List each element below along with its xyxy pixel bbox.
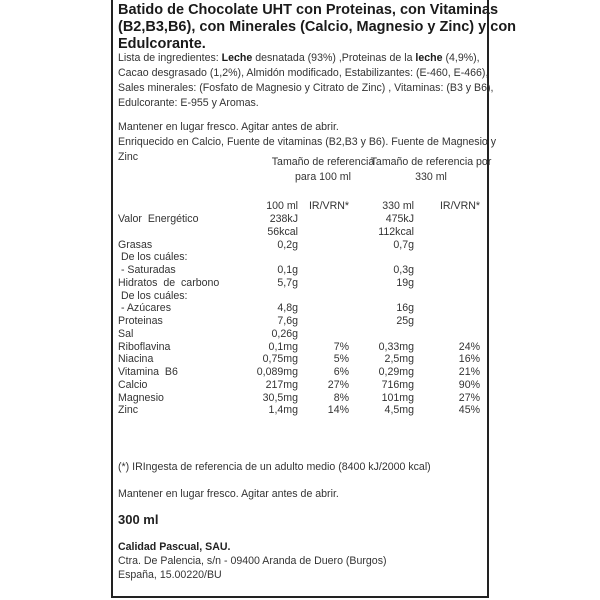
value-100ml: 0,1mg bbox=[268, 340, 298, 353]
value-330ml: 2,5mg bbox=[384, 353, 414, 366]
value-330ml: 0,7g bbox=[393, 238, 414, 251]
table-row bbox=[118, 315, 480, 328]
table-row bbox=[118, 226, 480, 239]
product-title-line-2: (B2,B3,B6), con Minerales (Calcio, Magnesio y Zinc) y con bbox=[118, 19, 517, 35]
nutrient-label: De los cuáles: bbox=[118, 251, 188, 264]
value-100ml: 238kJ bbox=[269, 213, 298, 225]
ir-330ml: 16% bbox=[458, 353, 480, 366]
value-330ml: 475kJ bbox=[385, 213, 414, 225]
nutrient-label: Riboflavina bbox=[118, 340, 171, 353]
table-row bbox=[118, 353, 480, 366]
enriched-line-1: Enriquecido en Calcio, Fuente de vitaminas (B2,B3 y B6). Fuente de Magnesio y bbox=[118, 136, 497, 148]
table-row bbox=[118, 379, 480, 392]
ref-330-header-line-1: Tamaño de referencia por bbox=[370, 156, 492, 168]
ingredients-line-1 bbox=[118, 51, 480, 66]
value-100ml: 56kcal bbox=[267, 225, 298, 238]
ir-330ml: 21% bbox=[458, 366, 480, 378]
value-100ml: 0,1g bbox=[277, 264, 298, 276]
ingredients-line-4: Edulcorante: E-955 y Aromas. bbox=[118, 97, 259, 109]
nutrient-label: Calcio bbox=[118, 378, 148, 391]
ingredients-part-1: desnatada (93%) ,Proteinas de la bbox=[252, 52, 416, 64]
value-330ml: 19g bbox=[396, 276, 414, 289]
value-100ml: 30,5mg bbox=[262, 391, 298, 404]
value-330ml: 25g bbox=[396, 315, 414, 327]
ingredients-line-2: Cacao desgrasado (1,2%), Almidón modificado, Estabilizantes: (E-460, E-466), bbox=[118, 67, 489, 79]
nutrient-label: Vitamina B6 bbox=[118, 366, 178, 378]
ref-100-header-line-1: Tamaño de referencia bbox=[271, 156, 375, 168]
col-header-ir-100: IR/VRN* bbox=[308, 200, 349, 212]
nutrient-label: Grasas bbox=[118, 238, 153, 251]
footnote: (*) IRIngesta de referencia de un adulto medio (8400 kJ/2000 kcal) bbox=[118, 461, 431, 473]
ref-100-header-line-2: para 100 ml bbox=[295, 171, 351, 183]
ir-330ml: 24% bbox=[458, 340, 480, 353]
enriched-line-2: Zinc bbox=[118, 151, 139, 163]
product-title-line-3: Edulcorante. bbox=[118, 36, 206, 52]
nutrient-label: De los cuáles: bbox=[118, 289, 188, 302]
col-header-100ml: 100 ml bbox=[266, 200, 298, 212]
volume: 300 ml bbox=[118, 512, 159, 527]
value-100ml: 0,089mg bbox=[256, 366, 298, 378]
nutrient-label: Valor Energético bbox=[118, 213, 199, 225]
value-100ml: 5,7g bbox=[277, 276, 298, 289]
value-330ml: 4,5mg bbox=[384, 404, 414, 417]
ir-330ml: 45% bbox=[458, 404, 480, 417]
ir-330ml: 90% bbox=[458, 378, 480, 391]
nutrient-label: - Saturadas bbox=[118, 264, 176, 276]
product-title-line-1: Batido de Chocolate UHT con Proteinas, con Vitaminas bbox=[118, 2, 499, 18]
company-name: Calidad Pascual, SAU. bbox=[118, 541, 231, 553]
value-330ml: 101mg bbox=[381, 391, 414, 404]
table-row bbox=[118, 302, 480, 315]
nutrient-label: Hidratos de carbono bbox=[118, 276, 220, 289]
nutrient-label: Zinc bbox=[118, 404, 139, 417]
value-330ml: 0,29mg bbox=[378, 366, 414, 378]
table-row bbox=[118, 404, 480, 417]
col-header-330ml: 330 ml bbox=[382, 200, 414, 212]
value-330ml: 112kcal bbox=[378, 225, 414, 238]
table-row bbox=[118, 239, 480, 252]
allergen-leche: leche bbox=[415, 52, 443, 64]
nutrient-label: Proteinas bbox=[118, 315, 163, 327]
ingredients-part-2: (4,9%), bbox=[442, 52, 480, 64]
storage-instructions-2: Mantener en lugar fresco. Agitar antes de abrir. bbox=[118, 488, 339, 500]
nutrient-label: Magnesio bbox=[118, 391, 164, 404]
value-100ml: 0,2g bbox=[277, 238, 298, 251]
allergen-leche: Leche bbox=[221, 52, 253, 64]
col-header-ir-330: IR/VRN* bbox=[439, 200, 480, 212]
table-header-row bbox=[118, 200, 480, 213]
value-100ml: 0,26g bbox=[271, 327, 298, 340]
ir-100ml: 27% bbox=[327, 378, 349, 391]
value-100ml: 4,8g bbox=[277, 302, 298, 315]
nutrient-label: Sal bbox=[118, 327, 134, 340]
value-100ml: 1,4mg bbox=[268, 404, 298, 417]
table-row bbox=[118, 277, 480, 290]
table-row bbox=[118, 341, 480, 354]
table-row bbox=[118, 213, 480, 226]
ir-100ml: 7% bbox=[333, 340, 349, 353]
table-row bbox=[118, 264, 480, 277]
table-row bbox=[118, 392, 480, 405]
ir-100ml: 14% bbox=[327, 404, 349, 417]
ref-330-header-line-2: 330 ml bbox=[415, 171, 447, 183]
company-country-code: España, 15.00220/BU bbox=[118, 569, 222, 581]
nutrient-label: - Azúcares bbox=[118, 302, 171, 315]
ir-100ml: 5% bbox=[333, 353, 349, 366]
storage-instructions: Mantener en lugar fresco. Agitar antes de abrir. bbox=[118, 121, 339, 133]
value-330ml: 0,3g bbox=[393, 264, 414, 276]
value-100ml: 217mg bbox=[265, 378, 298, 391]
ir-100ml: 6% bbox=[333, 366, 349, 378]
table-row bbox=[118, 328, 480, 341]
ingredients-line-3: Sales minerales: (Fosfato de Magnesio y Citrato de Zinc) , Vitaminas: (B3 y B6), bbox=[118, 82, 494, 94]
table-row bbox=[118, 251, 480, 264]
nutrient-label: Niacina bbox=[118, 353, 154, 366]
value-330ml: 0,33mg bbox=[378, 340, 414, 353]
table-row bbox=[118, 366, 480, 379]
value-100ml: 7,6g bbox=[277, 315, 298, 327]
ir-100ml: 8% bbox=[333, 391, 349, 404]
value-100ml: 0,75mg bbox=[262, 353, 298, 366]
value-330ml: 716mg bbox=[381, 378, 414, 391]
ir-330ml: 27% bbox=[458, 391, 480, 404]
table-row bbox=[118, 290, 480, 303]
ingredients-prefix: Lista de ingredientes: bbox=[118, 52, 222, 64]
value-330ml: 16g bbox=[396, 302, 414, 315]
company-address: Ctra. De Palencia, s/n - 09400 Aranda de Duero (Burgos) bbox=[118, 555, 387, 567]
